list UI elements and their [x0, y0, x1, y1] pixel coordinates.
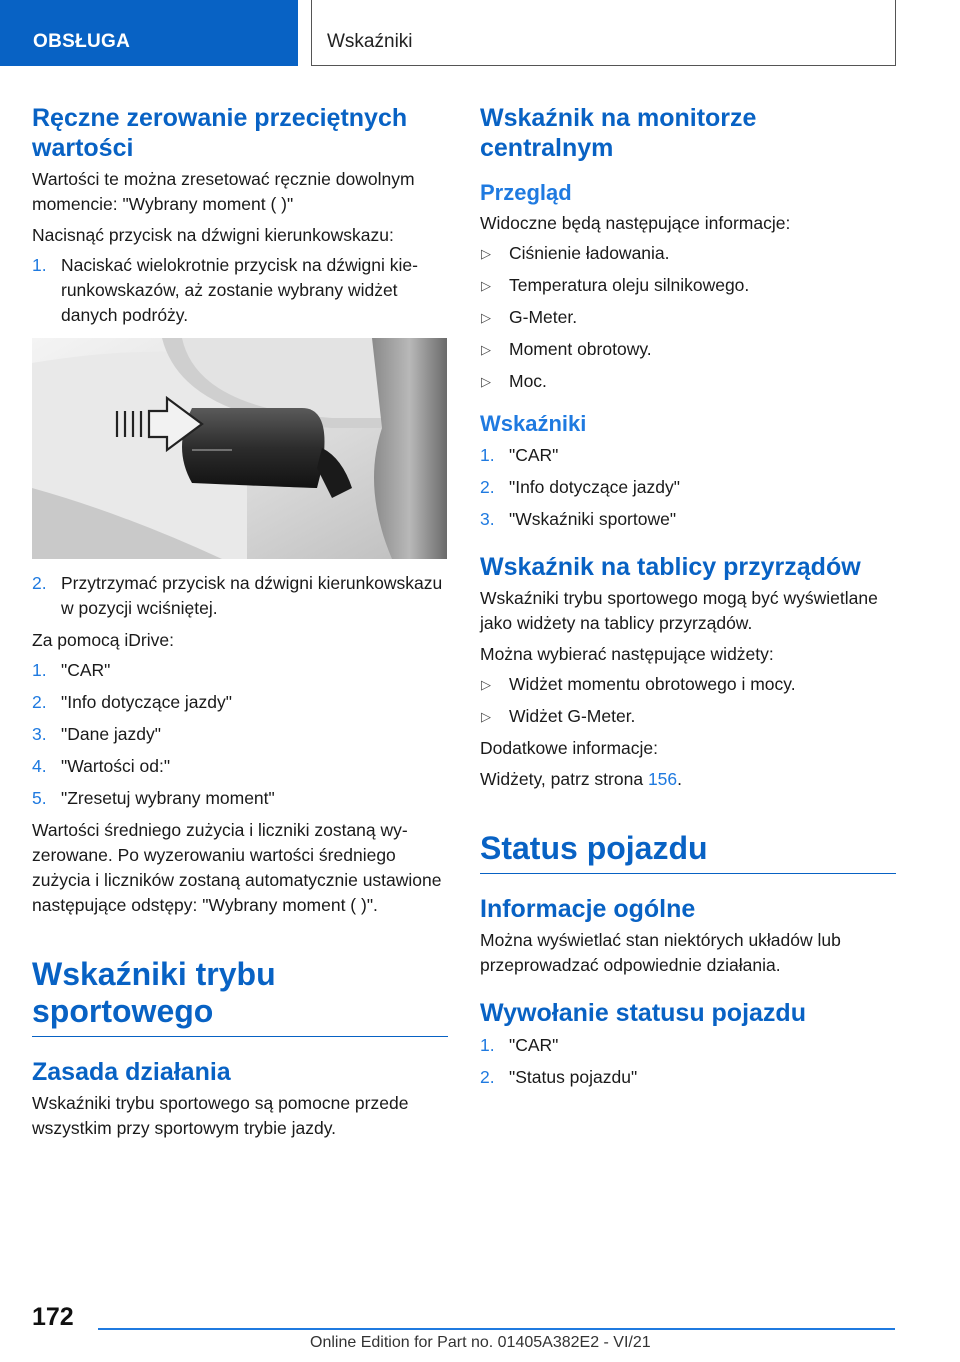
step-text: "CAR"	[509, 445, 559, 465]
indicators-heading: Wskaźniki	[480, 411, 587, 436]
right-column	[480, 103, 896, 1097]
step-text: "Info dotyczące jazdy"	[61, 692, 232, 712]
list-item	[32, 253, 448, 328]
step-number: 2.	[480, 477, 495, 497]
list-item	[480, 704, 896, 729]
list-item	[480, 672, 896, 697]
list-item	[32, 690, 448, 715]
list-item	[480, 305, 896, 330]
triangle-right-outline-icon: ▷	[481, 677, 491, 692]
call-status-heading: Wywołanie statusu pojazdu	[480, 999, 806, 1027]
chapter-label: Wskaźniki	[327, 31, 413, 52]
lever-illustration	[32, 338, 447, 559]
idrive-steps	[32, 658, 448, 811]
step-number: 1.	[32, 255, 47, 275]
list-item	[480, 475, 896, 500]
step-text: "Dane jazdy"	[61, 724, 161, 744]
step-number: 2.	[32, 692, 47, 712]
list-item	[32, 658, 448, 683]
section-label: OBSŁUGA	[33, 31, 131, 52]
list-item	[480, 443, 896, 468]
monitor-heading: Wskaźnik na monitorze centralnym	[480, 104, 757, 162]
widgets-reference	[480, 767, 896, 792]
footer-divider	[98, 1328, 895, 1330]
reset-steps-b	[32, 571, 448, 621]
list-item	[32, 571, 448, 621]
step-text: "Zresetuj wybrany moment"	[61, 788, 275, 808]
cluster-paragraph-1: Wskaźniki trybu sportowego mogą być wyświetlane jako widżety na tablicy przyrządów.	[480, 588, 878, 633]
triangle-right-outline-icon: ▷	[481, 246, 491, 261]
triangle-right-outline-icon: ▷	[481, 709, 491, 724]
step-number: 2.	[32, 573, 47, 593]
list-item	[480, 507, 896, 532]
step-text: "Wskaźniki sportowe"	[509, 509, 677, 529]
principle-heading: Zasada działania	[32, 1058, 231, 1086]
principle-paragraph: Wskaźniki trybu sportowego są pomocne przede wszystkim przy sportowym trybie jazdy.	[32, 1093, 409, 1138]
left-column	[32, 103, 448, 1141]
triangle-right-outline-icon: ▷	[481, 374, 491, 389]
step-text: "Wartości od:"	[61, 756, 171, 776]
page-link[interactable]: 156	[647, 769, 678, 789]
item-text: Moc.	[509, 371, 547, 391]
list-item	[32, 786, 448, 811]
item-text: Ciśnienie ładowania.	[509, 243, 670, 263]
step-number: 1.	[32, 660, 47, 680]
step-text: Naciskać wielokrotnie przycisk na dźwigni kierunkowskazów, aż zostanie wybrany widżet danych podróży.	[61, 255, 418, 325]
triangle-right-outline-icon: ▷	[481, 342, 491, 357]
step-number: 3.	[480, 509, 495, 529]
reset-paragraph-2: Nacisnąć przycisk na dźwigni kierunkowskazu:	[32, 225, 394, 245]
step-number: 1.	[480, 1035, 495, 1055]
section-tab	[0, 0, 298, 66]
reset-heading: Ręczne zerowanie przeciętnych wartości	[32, 104, 408, 162]
call-status-steps	[480, 1033, 896, 1090]
step-number: 2.	[480, 1067, 495, 1087]
cluster-paragraph-2: Można wybierać następujące widżety:	[480, 644, 774, 664]
list-item	[480, 1033, 896, 1058]
item-text: Widżet G-Meter.	[509, 706, 636, 726]
overview-intro: Widoczne będą następujące informacje:	[480, 213, 791, 233]
turn-signal-lever-figure	[32, 338, 447, 559]
item-text: Temperatura oleju silnikowego.	[509, 275, 750, 295]
sport-heading: Wskaźniki trybu sportowego	[32, 956, 448, 1037]
chapter-header	[311, 0, 896, 66]
extra-info-label: Dodatkowe informacje:	[480, 738, 658, 758]
triangle-right-outline-icon: ▷	[481, 310, 491, 325]
step-text: "CAR"	[509, 1035, 559, 1055]
cluster-list	[480, 672, 896, 729]
list-item	[480, 1065, 896, 1090]
item-text: G-Meter.	[509, 307, 578, 327]
general-paragraph: Można wyświetlać stan niektórych układów lub przeprowadzać odpowiednie działania.	[480, 930, 841, 975]
idrive-intro: Za pomocą iDrive:	[32, 630, 174, 650]
step-text: Przytrzymać przycisk na dźwigni kierunkowskazu w pozycji wciśniętej.	[61, 573, 443, 618]
cluster-heading: Wskaźnik na tablicy przyrządów	[480, 553, 861, 581]
step-text: "Status pojazdu"	[509, 1067, 638, 1087]
list-item	[480, 273, 896, 298]
edition-text: Online Edition for Part no. 01405A382E2 - VI/21	[310, 1334, 651, 1351]
overview-heading: Przegląd	[480, 180, 572, 205]
status-heading: Status pojazdu	[480, 830, 896, 874]
triangle-right-outline-icon: ▷	[481, 278, 491, 293]
list-item	[32, 754, 448, 779]
reference-text: Widżety, patrz strona	[480, 769, 648, 789]
step-number: 3.	[32, 724, 47, 744]
list-item	[480, 369, 896, 394]
page-number: 172	[32, 1303, 74, 1331]
reset-paragraph-3: Wartości średniego zużycia i liczniki zostaną wyzerowane. Po wyzerowaniu wartości średniego zużycia i liczników zostaną automatycznie ustawione następujące odstępy: "Wybrany moment ( )".	[32, 820, 442, 915]
general-heading: Informacje ogólne	[480, 895, 696, 923]
overview-list	[480, 241, 896, 394]
list-item	[480, 337, 896, 362]
indicators-steps	[480, 443, 896, 532]
step-text: "CAR"	[61, 660, 111, 680]
step-number: 4.	[32, 756, 47, 776]
step-number: 5.	[32, 788, 47, 808]
item-text: Widżet momentu obrotowego i mocy.	[509, 674, 796, 694]
list-item	[480, 241, 896, 266]
step-text: "Info dotyczące jazdy"	[509, 477, 680, 497]
reset-steps-a	[32, 253, 448, 328]
reference-end: .	[677, 769, 683, 789]
list-item	[32, 722, 448, 747]
reset-paragraph-1: Wartości te można zresetować ręcznie dowolnym momencie: "Wybrany moment ( )"	[32, 169, 415, 214]
item-text: Moment obrotowy.	[509, 339, 652, 359]
step-number: 1.	[480, 445, 495, 465]
